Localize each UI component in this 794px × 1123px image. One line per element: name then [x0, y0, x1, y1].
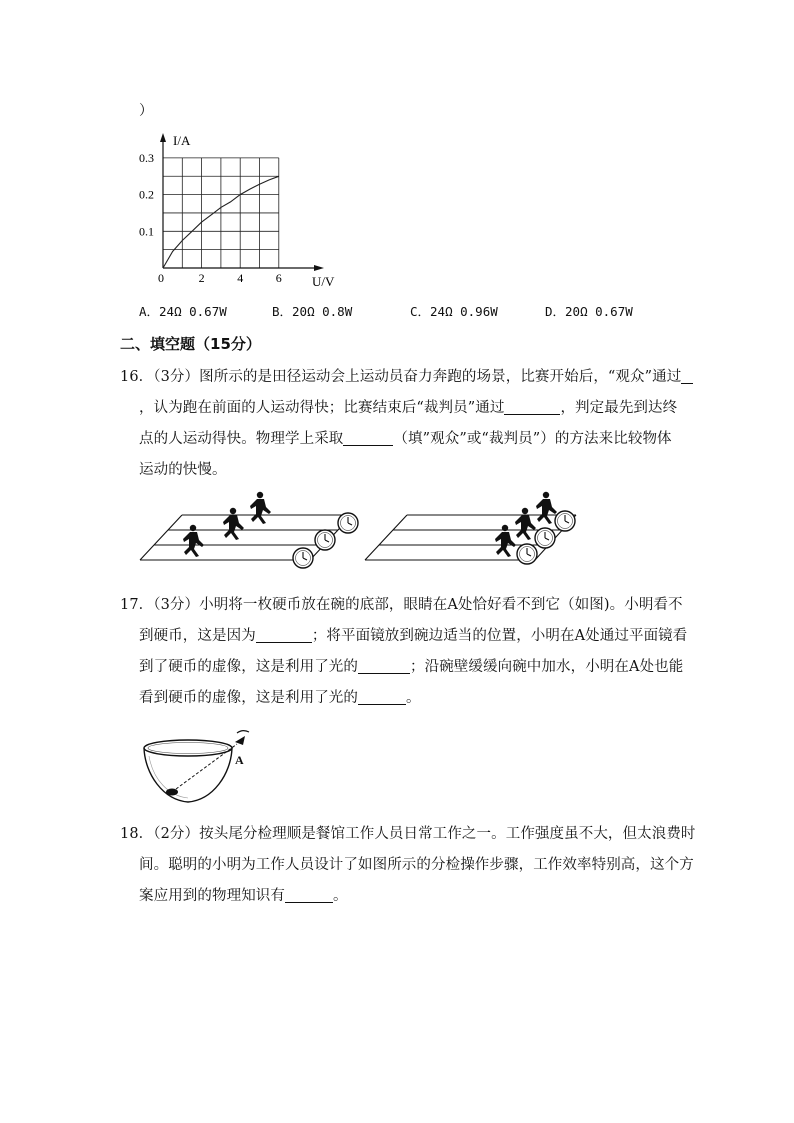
q16-line-1 — [120, 365, 693, 386]
y-tick-label: 0.1 — [139, 224, 154, 239]
origin-label: 0 — [158, 271, 164, 285]
q17-line-2-text-b: ；将平面镜放到碗边适当的位置，小明在A处通过平面镜看 — [311, 628, 688, 644]
q17-line-1: 17．（3分）小明将一枚硬币放在碗的底部，眼睛在A处恰好看不到它（如图)。小明看不 — [120, 597, 683, 613]
x-axis-arrow — [314, 265, 324, 271]
section-heading: 二、填空题（15分） — [120, 335, 261, 353]
q16-blank-2[interactable] — [504, 400, 560, 415]
option-b-letter: B． — [272, 304, 293, 319]
q16-line-3 — [139, 427, 672, 448]
q17-line-3-text-a: 到了硬币的虚像，这是利用了光的 — [139, 659, 358, 675]
q17-line-2 — [139, 624, 687, 645]
q17-blank-3[interactable] — [358, 690, 406, 705]
q16-line-2 — [139, 396, 677, 417]
q16-line-4: 运动的快慢。 — [139, 462, 227, 478]
option-a-letter: A． — [139, 304, 160, 319]
y-tick-label: 0.3 — [139, 150, 154, 165]
chart-axes — [160, 133, 324, 271]
x-tick-label: 6 — [275, 271, 282, 285]
q17-line-4-text-b: 。 — [406, 690, 421, 706]
q16-line-1-text: 16．（3分）图所示的是田径运动会上运动员奋力奔跑的场景，比赛开始后，“观众”通过 — [120, 369, 682, 385]
q18-line-1: 18．（2分）按头尾分检理顺是餐馆工作人员日常工作之一。工作强度虽不大，但太浪费时 — [120, 826, 696, 842]
option-c-text: 24Ω 0.96W — [430, 304, 498, 319]
q18-line-2: 间。聪明的小明为工作人员设计了如图所示的分检操作步骤，工作效率特别高，这个方 — [139, 857, 694, 873]
q17-blank-2[interactable] — [358, 659, 410, 674]
q16-line-3-text-a: 点的人运动得快。物理学上采取 — [139, 431, 344, 447]
option-d-letter: D． — [545, 304, 566, 319]
eye-icon — [235, 736, 245, 745]
option-d-text: 20Ω 0.67W — [565, 304, 633, 319]
runner-right-1 — [536, 492, 557, 524]
bowl-figure — [137, 722, 262, 807]
runner-left-1 — [250, 492, 271, 524]
q16-blank-3[interactable] — [343, 431, 393, 446]
point-a-label: A — [235, 753, 244, 767]
q17-blank-1[interactable] — [256, 628, 312, 643]
q16-line-2-text-a: ，认为跑在前面的人运动得快；比赛结束后“裁判员”通过 — [139, 400, 505, 416]
q16-blank-1[interactable] — [681, 369, 693, 384]
race-figure — [135, 488, 595, 588]
y-axis-label: I/A — [173, 133, 191, 148]
q16-line-3-text-b: （填”观众”或“裁判员”）的方法来比较物体 — [393, 431, 672, 447]
option-a-text: 24Ω 0.67W — [159, 304, 227, 319]
clock-right-2 — [535, 528, 555, 548]
q17-line-2-text-a: 到硬币，这是因为 — [139, 628, 256, 644]
option-c-letter: C． — [410, 304, 431, 319]
q18-line-3-text-a: 案应用到的物理知识有 — [139, 888, 285, 904]
q17-line-4-text-a: 看到硬币的虚像，这是利用了光的 — [139, 690, 358, 706]
option-b[interactable] — [272, 302, 352, 320]
coin — [166, 789, 178, 796]
option-b-text: 20Ω 0.8W — [292, 304, 353, 319]
x-tick-label: 2 — [198, 271, 205, 285]
q17-line-4 — [139, 686, 421, 707]
q17-line-3 — [139, 655, 683, 676]
q17-line-3-text-b: ；沿碗壁缓缓向碗中加水，小明在A处也能 — [410, 659, 684, 675]
clock-left-2 — [315, 530, 335, 550]
option-c[interactable] — [410, 302, 498, 320]
y-axis-arrow — [160, 133, 166, 142]
option-d[interactable] — [545, 302, 633, 320]
iu-graph — [130, 128, 370, 293]
chart-grid — [163, 158, 279, 268]
x-axis-label: U/V — [312, 274, 335, 289]
x-tick-label: 4 — [237, 271, 244, 285]
option-a[interactable] — [139, 302, 227, 320]
y-tick-label: 0.2 — [139, 187, 154, 202]
runner-left-2 — [223, 508, 244, 540]
clock-right-1 — [555, 511, 575, 531]
runner-right-2 — [515, 508, 536, 540]
clock-left-3 — [293, 548, 313, 568]
chart-labels — [139, 133, 335, 289]
q18-blank-1[interactable] — [285, 888, 333, 903]
q16-line-2-text-b: ，判定最先到达终 — [560, 400, 678, 416]
q18-line-3 — [139, 884, 348, 905]
clock-right-3 — [517, 544, 537, 564]
previous-question-closing-paren: ） — [139, 103, 153, 119]
q18-line-3-text-b: 。 — [333, 888, 348, 904]
clock-left-1 — [338, 513, 358, 533]
